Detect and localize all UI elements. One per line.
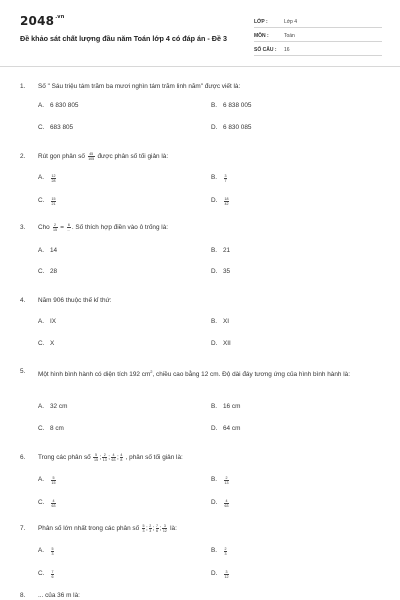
denominator: 6 (51, 575, 54, 579)
question-number: 1. (20, 83, 26, 90)
denominator: 63 (224, 504, 229, 508)
numerator: 5 (94, 453, 97, 457)
numerator: 4 (112, 453, 115, 457)
question-number: 5. (20, 368, 26, 375)
fraction (120, 453, 123, 462)
fraction (51, 174, 56, 183)
meta-value: Lớp 4 (284, 19, 298, 25)
numerator: 7 (156, 524, 159, 528)
option-letter: D. (211, 268, 218, 275)
option-value: 683 805 (50, 124, 74, 131)
option-value: 6 838 005 (223, 102, 252, 109)
numerator: 2 (54, 223, 57, 227)
site-logo[interactable] (20, 14, 65, 28)
option-letter: A. (38, 174, 45, 181)
fraction (156, 524, 159, 533)
question-text-part: là: (170, 525, 177, 533)
fraction (224, 499, 229, 508)
option-value: 6 830 085 (223, 124, 252, 131)
option-value: 8 cm (50, 425, 64, 432)
numerator: 15 (51, 197, 56, 201)
fraction (142, 524, 145, 533)
option-letter: C. (38, 197, 45, 204)
numerator: 3 (163, 524, 166, 528)
question-text: Trong các phân số $\frac{5}{15}$ ; $\frac{2}{13}$ ; $\frac{4}{63}$ ; $\frac{4}{8}$ , phân số tối giản là: (38, 453, 183, 462)
question-number: 6. (20, 454, 26, 461)
option-value: X (50, 340, 55, 347)
denominator: 3 (224, 552, 227, 556)
option-letter: C. (38, 124, 45, 131)
fraction (51, 570, 54, 579)
numerator: 2 (149, 524, 152, 528)
question-text-part: Trong các phân số (38, 454, 91, 462)
option-letter: A. (38, 247, 45, 254)
meta-class (254, 16, 382, 28)
fraction (224, 174, 227, 183)
option-value: 64 cm (223, 425, 241, 432)
option-value: 21 (223, 247, 231, 254)
question-text-part: . Số thích hợp điền vào ô trống là: (71, 224, 169, 232)
option-value (223, 476, 230, 485)
fraction (51, 197, 56, 206)
option-letter: A. (38, 403, 45, 410)
option-letter: B. (211, 476, 218, 483)
option-value: 16 cm (223, 403, 241, 410)
option-value: 28 (50, 268, 58, 275)
superscript: 2 (150, 369, 153, 374)
option-value (50, 476, 57, 485)
option-letter: B. (211, 547, 218, 554)
fraction (111, 453, 116, 462)
question-text: Phân số lớn nhất trong các phân số $\frac{5}{3}$ ; $\frac{2}{3}$ ; $\frac{7}{6}$ ; $\frac{3}{12}$ là: (38, 524, 177, 533)
question-text (38, 367, 382, 379)
denominator: 15 (51, 481, 56, 485)
denominator: 7 (224, 179, 227, 183)
question-text-part: Cho (38, 224, 50, 232)
fraction (53, 223, 58, 232)
denominator: 63 (51, 504, 56, 508)
fraction (224, 570, 229, 579)
numerator: 4 (225, 499, 228, 503)
option-value: 35 (223, 268, 231, 275)
option-letter: D. (211, 124, 218, 131)
option-letter: C. (38, 340, 45, 347)
option-letter: C. (38, 425, 45, 432)
header-divider (0, 66, 400, 67)
question-text-part: Rút gọn phân số (38, 153, 85, 161)
option-value (50, 197, 57, 206)
denominator: 12 (162, 529, 167, 533)
option-letter: C. (38, 570, 45, 577)
option-value (223, 174, 228, 183)
fraction (224, 547, 227, 556)
option-value: 6 830 805 (50, 102, 79, 109)
denominator: 12 (224, 575, 229, 579)
denominator: 63 (111, 458, 116, 462)
option-letter: D. (211, 340, 218, 347)
fraction (224, 197, 229, 206)
numerator: 45 (89, 152, 94, 156)
question-text-part: Một hình bình hành có diện tích 192 cm (38, 371, 151, 379)
fraction (102, 453, 107, 462)
denominator: 21 (51, 202, 56, 206)
option-value (50, 547, 55, 556)
option-letter: A. (38, 318, 45, 325)
numerator: 5 (51, 547, 54, 551)
numerator: 12 (51, 174, 56, 178)
denominator: 15 (53, 228, 58, 232)
option-letter: D. (211, 499, 218, 506)
meta-value: Toán (284, 33, 295, 39)
question-text: Năm 906 thuộc thế kỉ thứ: (38, 297, 112, 304)
denominator: 13 (224, 481, 229, 485)
option-letter: B. (211, 318, 218, 325)
logo-suffix: .vn (55, 14, 65, 20)
fraction (51, 476, 56, 485)
question-text-part: được phân số tối giản là: (97, 153, 169, 161)
fraction (51, 499, 56, 508)
option-value (223, 570, 230, 579)
numerator: 7 (51, 570, 54, 574)
question-number: 3. (20, 224, 26, 231)
fraction (67, 223, 71, 232)
option-value: XII (223, 340, 231, 347)
option-letter: D. (211, 197, 218, 204)
question-text: Số " Sáu triệu tám trăm ba mươi nghìn tám trăm linh năm" được viết là: (38, 83, 241, 90)
numerator: 4 (120, 453, 123, 457)
fraction (149, 524, 152, 533)
option-letter: B. (211, 174, 218, 181)
denominator: 15 (93, 458, 98, 462)
question-text: ... của 36 m là: (38, 592, 80, 599)
denominator: 3 (51, 552, 54, 556)
denominator: ... (67, 228, 71, 232)
numerator: 2 (225, 476, 228, 480)
option-letter: B. (211, 403, 218, 410)
denominator: 13 (102, 458, 107, 462)
question-text-part: , chiều cao bằng 12 cm. Độ dài đáy tương ứng của hình bình hành là: (152, 371, 350, 379)
fraction (51, 547, 54, 556)
meta-label: LỚP : (254, 19, 268, 25)
option-value: 14 (50, 247, 58, 254)
denominator: 105 (88, 157, 95, 161)
option-letter: D. (211, 570, 218, 577)
denominator: 6 (156, 529, 159, 533)
numerator: 2 (103, 453, 106, 457)
numerator: 5 (52, 476, 55, 480)
meta-value: 16 (284, 47, 290, 53)
option-value (50, 499, 57, 508)
option-value: XI (223, 318, 230, 325)
numerator: 4 (52, 499, 55, 503)
option-value (223, 547, 228, 556)
option-letter: C. (38, 268, 45, 275)
numerator: 6 (67, 223, 70, 227)
question-text (38, 152, 382, 161)
numerator: 3 (224, 174, 227, 178)
numerator: 3 (225, 570, 228, 574)
logo-text: 2048 (20, 14, 55, 28)
denominator: 28 (51, 179, 56, 183)
question-text-part: , phân số tối giản là: (125, 454, 183, 462)
fraction (93, 453, 98, 462)
meta-label: MÔN : (254, 33, 269, 39)
denominator: 42 (224, 202, 229, 206)
option-value: IX (50, 318, 57, 325)
fraction (162, 524, 167, 533)
denominator: 8 (120, 458, 123, 462)
denominator: 3 (149, 529, 152, 533)
option-letter: A. (38, 547, 45, 554)
document-title: Đề khảo sát chất lượng đầu năm Toán lớp 4 có đáp án - Đề 3 (20, 34, 227, 43)
question-text-part: Phân số lớn nhất trong các phân số (38, 525, 140, 533)
option-letter: A. (38, 102, 45, 109)
option-letter: B. (211, 247, 218, 254)
numerator: 5 (142, 524, 145, 528)
question-number: 2. (20, 153, 26, 160)
option-letter: C. (38, 499, 45, 506)
question-number: 8. (20, 592, 26, 599)
denominator: 3 (142, 529, 145, 533)
fraction (224, 476, 229, 485)
option-value (223, 197, 230, 206)
option-letter: A. (38, 476, 45, 483)
option-value (50, 174, 57, 183)
fraction (88, 152, 95, 161)
question-number: 4. (20, 297, 26, 304)
option-value (223, 499, 230, 508)
meta-label: SỐ CÂU : (254, 47, 277, 53)
option-value: 32 cm (50, 403, 68, 410)
option-value (50, 570, 55, 579)
question-text (38, 223, 382, 232)
option-letter: D. (211, 425, 218, 432)
meta-question-count (254, 44, 382, 56)
equals-sign: = (60, 224, 65, 232)
option-letter: B. (211, 102, 218, 109)
question-number: 7. (20, 525, 26, 532)
meta-subject (254, 30, 382, 42)
numerator: 18 (224, 197, 229, 201)
numerator: 2 (224, 547, 227, 551)
